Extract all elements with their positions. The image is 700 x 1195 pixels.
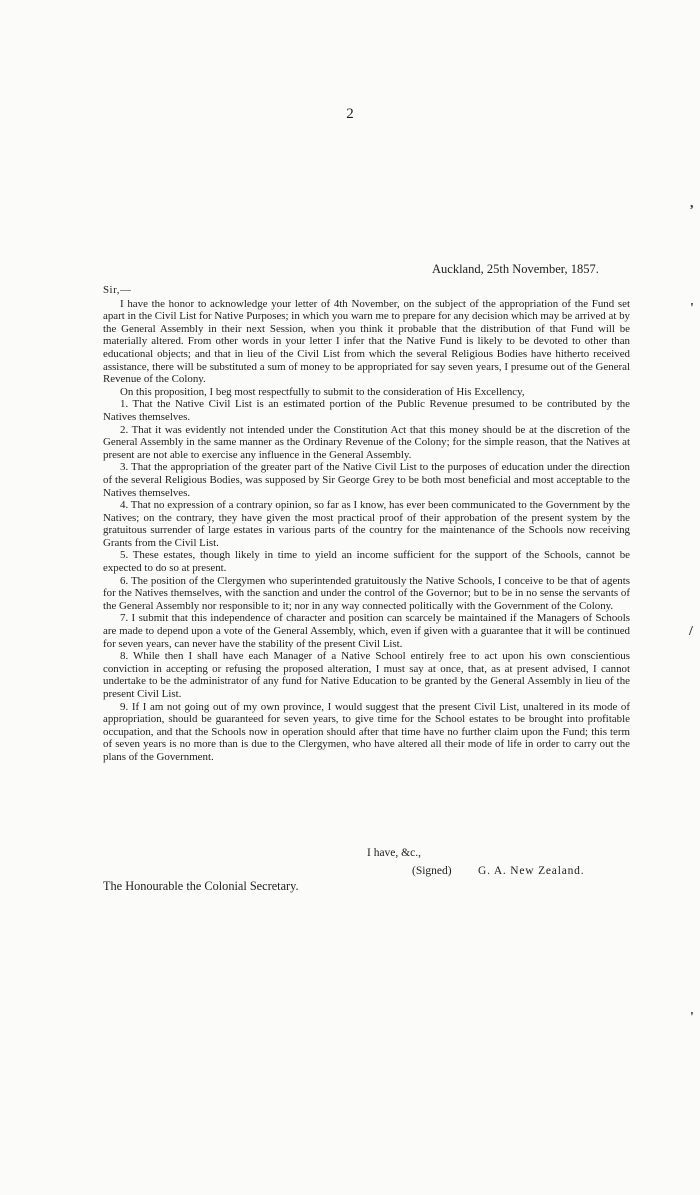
closing: I have, &c., <box>367 847 421 859</box>
signatory-name: G. A. New Zealand. <box>478 865 585 877</box>
margin-mark: / <box>689 624 693 639</box>
paragraph: 9. If I am not going out of my own province, I would suggest that the present Civil List, unaltered in its mode of appropriation, should be guaranteed for seven years, to give time for the School estates to be brought into profitable occupation, and that the Schools now in operation should after that time have no further claim upon the Fund; this term of seven years is no more than is due to the Clergymen, who have altered all their mode of life in order to carry out the plans of the Government. <box>103 700 630 763</box>
margin-mark: ' <box>690 301 694 316</box>
paragraph: I have the honor to acknowledge your letter of 4th November, on the subject of the appropriation of the Fund set apart in the Civil List for Native Purposes; in which you warn me to prepare for any decision which may be arrived at by the General Assembly in their next Session, when you think it probable that the distribution of that Fund will be materially altered. From other words in your letter I infer that the Native Fund is likely to be devoted to other than educational objects; and that in lieu of the Civil List from which the several Religious Bodies have hitherto received assistance, there will be substituted a sum of money to be appropriated for say seven years, I presume out of the General Revenue of the Colony. <box>103 297 630 386</box>
paragraph: 1. That the Native Civil List is an estimated portion of the Public Revenue presumed to be contributed by the Natives themselves. <box>103 398 630 423</box>
paragraph: 4. That no expression of a contrary opinion, so far as I know, has ever been communicated to the Government by the Natives; on the contrary, they have given the most practical proof of their approbation of the present system by the gratuitous surrender of large estates in various parts of the country for the maintenance of the Schools now receiving Grants from the Civil List. <box>103 499 630 549</box>
margin-mark: , <box>690 196 694 211</box>
margin-mark: ' <box>690 1010 694 1025</box>
paragraph: 5. These estates, though likely in time to yield an income sufficient for the support of the Schools, cannot be expected to do so at present. <box>103 549 630 575</box>
addressee: The Honourable the Colonial Secretary. <box>103 879 299 893</box>
signed-label: (Signed) <box>412 865 452 877</box>
paragraph: 8. While then I shall have each Manager of a Native School entirely free to act upon his own conscientious conviction in accepting or refusing the proposed alteration, I must say at once, that, as at present advised, I cannot undertake to be the administrator of any fund for Native Education to be granted by the General Assembly in lieu of the present Civil List. <box>103 650 630 700</box>
paragraph: 2. That it was evidently not intended under the Constitution Act that this money should be at the discretion of the General Assembly in the same manner as the Ordinary Revenue of the Colony; for the simple reason, that the Natives at present are not able to exercise any influence in the General Assembly. <box>103 423 630 461</box>
letter-body <box>103 284 630 764</box>
paragraph: 6. The position of the Clergymen who superintended gratuitously the Native Schools, I conceive to be that of agents for the Natives themselves, with the sanction and under the control of the Governor; but to be in no sense the servants of the General Assembly nor responsible to it; nor in any way connected politically with the Government of the Colony. <box>103 574 630 612</box>
paragraph: 3. That the appropriation of the greater part of the Native Civil List to the purposes of education under the direction of the several Religious Bodies, was supposed by Sir George Grey to be both most beneficial and most acceptable to the Natives themselves. <box>103 461 630 499</box>
paragraph: On this proposition, I beg most respectfully to submit to the consideration of His Excellency, <box>120 385 525 398</box>
date-line: Auckland, 25th November, 1857. <box>432 262 599 276</box>
salutation: Sir,— <box>103 284 132 296</box>
page-number: 2 <box>346 106 354 122</box>
paragraph: 7. I submit that this independence of character and position can scarcely be maintained if the Managers of Schools are made to depend upon a vote of the General Assembly, which, even if given with a guarantee that it will be continued for seven years, can never have the stability of the present Civil List. <box>103 612 630 650</box>
